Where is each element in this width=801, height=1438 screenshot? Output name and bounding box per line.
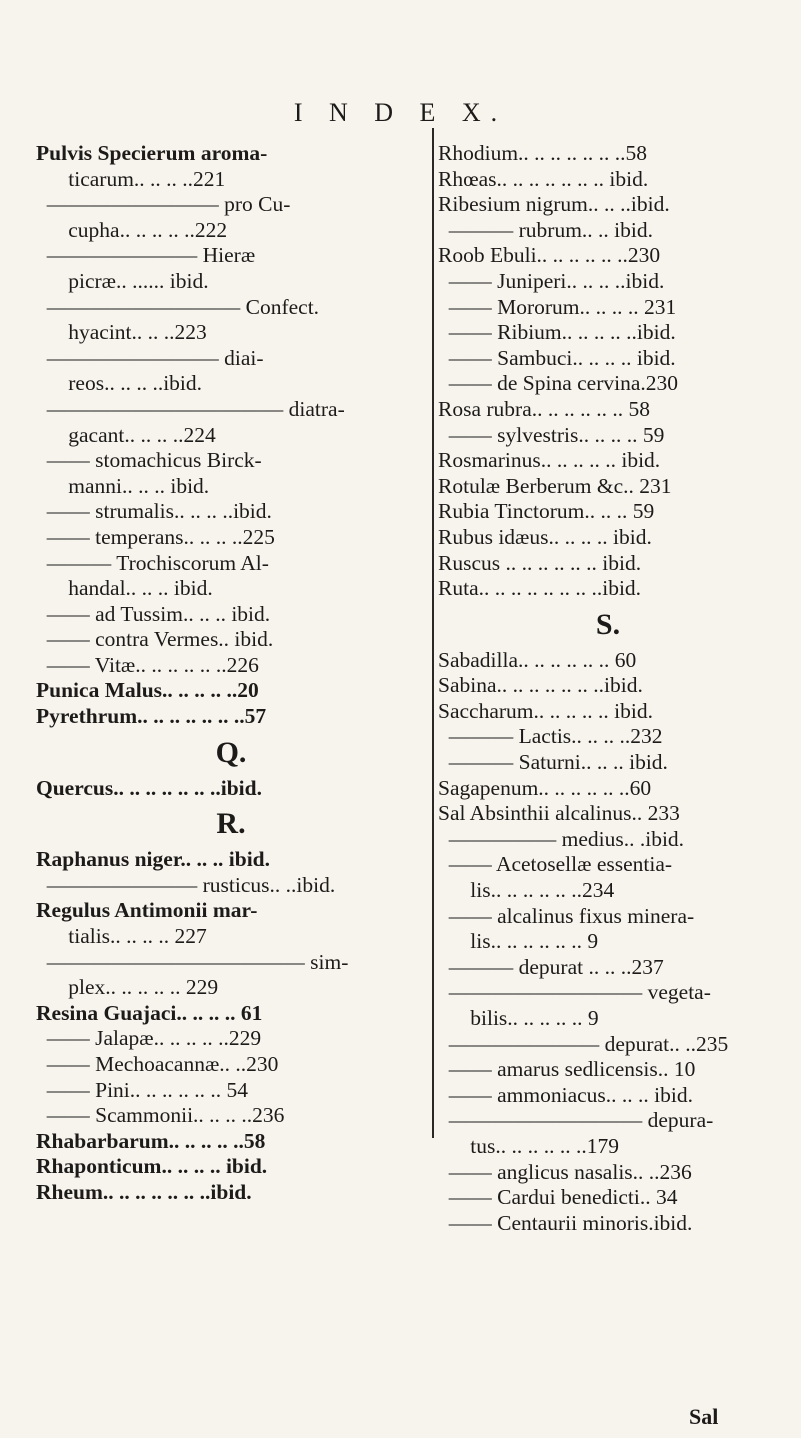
index-entry: handal.. .. .. ibid.	[36, 576, 213, 601]
section-letter: R.	[216, 807, 246, 841]
index-entry: —— Mechoacannæ.. ..230	[36, 1052, 279, 1076]
index-entry: —— Juniperi.. .. .. ..ibid.	[438, 268, 665, 293]
index-entry: —— Pini.. .. .. .. .. .. 54	[36, 1077, 249, 1102]
index-entry: Sabadilla.. .. .. .. .. .. 60	[438, 647, 637, 672]
index-entry: —— Acetosellæ essentia-	[438, 852, 673, 877]
index-entry: lis.. .. .. .. .. ..234	[438, 878, 615, 903]
column-divider	[432, 128, 434, 1138]
index-entry: —— Vitæ.. .. .. .. .. ..226	[36, 652, 259, 677]
index-entry: Rosmarinus.. .. .. .. .. ibid.	[438, 448, 661, 473]
index-entry: Rubus idæus.. .. .. .. ibid.	[438, 524, 652, 549]
index-entry: Rhœas.. .. .. .. .. .. .. ibid.	[438, 166, 649, 191]
index-entry: Regulus Antimonii mar-	[36, 898, 258, 923]
index-entry: —— de Spina cervina.230	[438, 371, 679, 396]
index-entry: Rosa rubra.. .. .. .. .. .. 58	[438, 396, 650, 421]
index-entry: ——— depurat .. .. ..237	[438, 954, 664, 979]
index-entry: —— Scammonii.. .. .. ..236	[36, 1103, 285, 1128]
index-entry: —— contra Vermes.. ibid.	[36, 627, 274, 652]
index-entry: Ribesium nigrum.. .. ..ibid.	[438, 192, 670, 217]
index-entry: —— sylvestris.. .. .. .. 59	[438, 422, 665, 447]
index-entry: —— Sambuci.. .. .. .. ibid.	[438, 345, 676, 370]
index-entry: Sal Absinthii alcalinus.. 233	[438, 801, 680, 826]
section-letter: S.	[595, 607, 621, 641]
index-entry: plex.. .. .. .. .. 229	[36, 975, 219, 1000]
index-entry: —— Jalapæ.. .. .. .. ..229	[36, 1026, 262, 1051]
index-entry: Rotulæ Berberum &c.. 231	[438, 473, 672, 498]
index-entry: picræ.. ...... ibid.	[36, 268, 209, 293]
page-title: I N D E X.	[293, 98, 508, 127]
index-entry: Pyrethrum.. .. .. .. .. .. ..57	[36, 704, 267, 729]
index-entry: —— ammoniacus.. .. .. ibid.	[438, 1082, 693, 1107]
index-entry: ——— Trochiscorum Al-	[36, 550, 269, 575]
index-entry: ——————————— diatra-	[36, 396, 345, 421]
index-entry: ———————— diai-	[36, 345, 264, 370]
index-entry: ——————— Hieræ	[36, 243, 256, 268]
index-entry: —— alcalinus fixus minera-	[438, 903, 695, 928]
index-entry: ———————— pro Cu-	[36, 192, 291, 217]
index-entry: Ruscus .. .. .. .. .. .. ibid.	[438, 550, 642, 575]
index-entry: lis.. .. .. .. .. .. 9	[438, 929, 599, 954]
index-entry: ————————— vegeta-	[438, 980, 711, 1005]
index-entry: Sagapenum.. .. .. .. .. ..60	[438, 775, 652, 800]
index-entry: Saccharum.. .. .. .. .. ibid.	[438, 698, 653, 723]
index-entry: —— Cardui benedicti.. 34	[438, 1185, 678, 1210]
index-entry: tus.. .. .. .. .. ..179	[438, 1133, 619, 1158]
index-entry: —— strumalis.. .. .. ..ibid.	[36, 499, 272, 524]
index-entry: Quercus.. .. .. .. .. .. ..ibid.	[36, 775, 262, 800]
index-entry: Ruta.. .. .. .. .. .. .. ..ibid.	[438, 576, 642, 601]
index-entry: Sabina.. .. .. .. .. .. ..ibid.	[438, 673, 643, 698]
index-entry: Pulvis Specierum aroma-	[36, 141, 268, 165]
index-entry: —— stomachicus Birck-	[36, 448, 262, 473]
index-column-right	[438, 141, 778, 1236]
index-entry: Rubia Tinctorum.. .. .. 59	[438, 499, 655, 524]
index-entry: ticarum.. .. .. ..221	[36, 166, 226, 191]
index-entry: —— amarus sedlicensis.. 10	[438, 1057, 696, 1082]
index-entry: ————— medius.. .ibid.	[438, 826, 685, 851]
index-entry: —— anglicus nasalis.. ..236	[438, 1159, 692, 1184]
index-entry: Rhodium.. .. .. .. .. .. ..58	[438, 141, 648, 165]
index-entry: —— Centaurii minoris.ibid.	[438, 1210, 693, 1235]
index-entry: tialis.. .. .. .. 227	[36, 924, 207, 949]
index-entry: ——— Saturni.. .. .. ibid.	[438, 750, 668, 775]
index-entry: bilis.. .. .. .. .. 9	[438, 1006, 599, 1030]
index-entry: reos.. .. .. ..ibid.	[36, 371, 203, 396]
index-entry: —— Ribium.. .. .. .. ..ibid.	[438, 320, 676, 345]
index-entry: —— Mororum.. .. .. .. 231	[438, 294, 677, 319]
index-entry: ——————— rusticus.. ..ibid.	[36, 872, 336, 897]
index-entry: hyacint.. .. ..223	[36, 320, 207, 345]
index-column-left	[36, 141, 426, 1206]
index-entry: Raphanus niger.. .. .. ibid.	[36, 847, 271, 872]
index-entry: cupha.. .. .. .. ..222	[36, 217, 228, 242]
index-entry: ——— Lactis.. .. .. ..232	[438, 724, 663, 749]
index-entry: ———————————— sim-	[36, 949, 349, 974]
index-entry: Punica Malus.. .. .. .. ..20	[36, 678, 259, 703]
section-letter: Q.	[215, 735, 247, 769]
catchword: Sal	[689, 1404, 719, 1429]
index-entry: gacant.. .. .. ..224	[36, 422, 216, 447]
index-entry: Rhaponticum.. .. .. .. ibid.	[36, 1154, 268, 1179]
index-entry: manni.. .. .. ibid.	[36, 473, 210, 498]
index-entry: ——————— depurat.. ..235	[438, 1031, 729, 1056]
index-entry: Resina Guajaci.. .. .. .. 61	[36, 1000, 263, 1025]
index-entry: —— ad Tussim.. .. .. ibid.	[36, 601, 271, 626]
index-entry: Rheum.. .. .. .. .. .. ..ibid.	[36, 1179, 252, 1204]
index-entry: ————————— Confect.	[36, 294, 320, 319]
index-entry: Rhabarbarum.. .. .. .. ..58	[36, 1128, 266, 1153]
index-entry: ————————— depura-	[438, 1108, 714, 1133]
index-entry: —— temperans.. .. .. ..225	[36, 524, 275, 549]
index-entry: Roob Ebuli.. .. .. .. .. ..230	[438, 243, 661, 268]
index-entry: ——— rubrum.. .. ibid.	[438, 217, 653, 242]
